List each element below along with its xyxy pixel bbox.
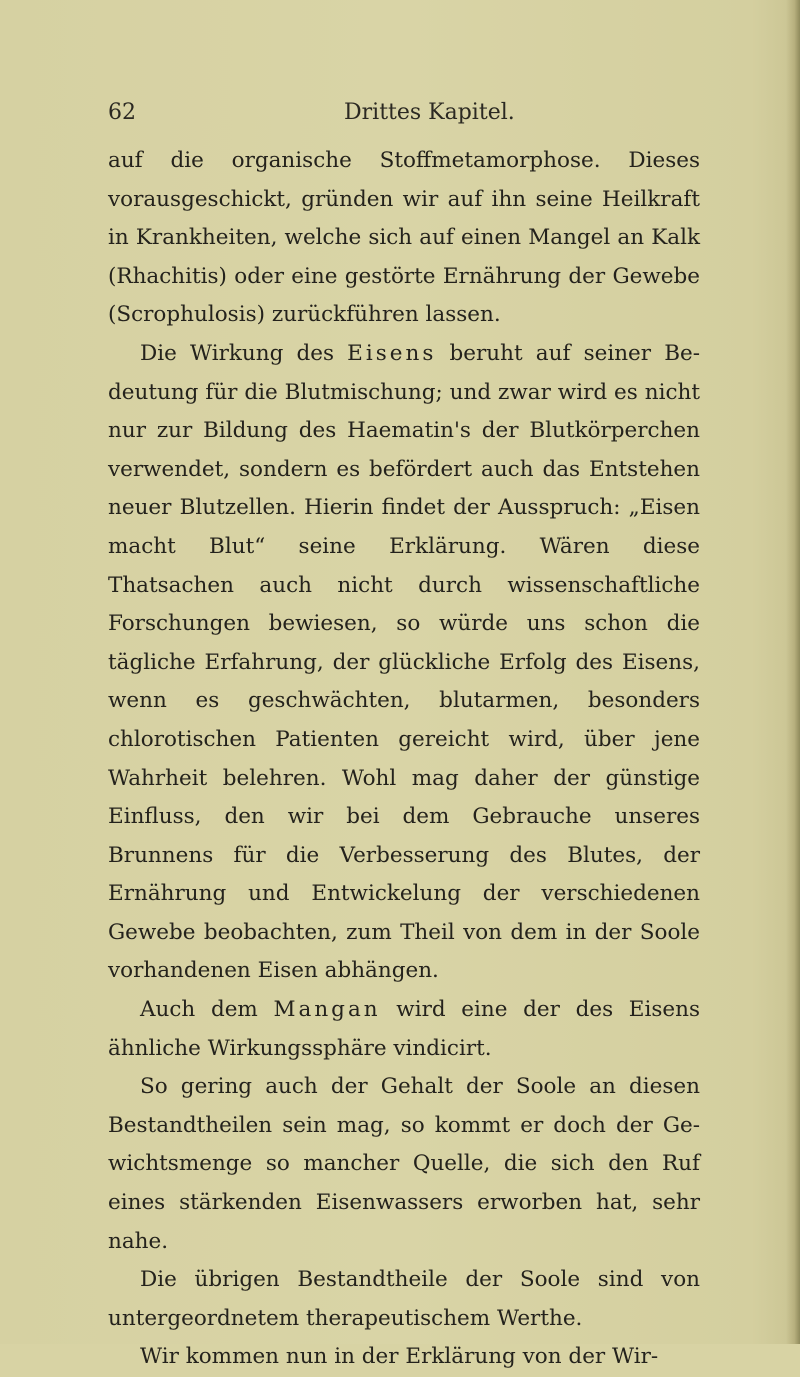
running-title: Drittes Kapitel. (344, 100, 515, 125)
paragraph-5: Die übrigen Bestandtheile der Soole sind von untergeordnetem therapeutischem Werthe. (108, 1267, 700, 1331)
emphasis-mangan: Mangan (273, 997, 381, 1023)
body-text (108, 142, 700, 1377)
paragraph-1: auf die organische Stoffmetamorphose. Dieses vorausgeschickt, gründen wir auf ihn seine Heilkraft in Krankheiten, welche sich auf einen Mangel an Kalk (Rhachitis) oder eine gestörte Ernährung der Gewebe (Scrophulosis) zurückführen lassen. (108, 148, 700, 328)
paragraph-2-post: beruht auf seiner Bedeutung für die Blutmischung; und zwar wird es nicht nur zur Bildung des Haematin's der Blutkörperchen verwendet, sondern es befördert auch das Entstehen neuer Blutzellen. Hierin findet der Ausspruch: „Eisen macht Blut“ seine Erklärung. Wären diese Thatsachen auch nicht durch wissenschaftliche Forschungen bewiesen, so würde uns schon die tägliche Erfahrung, der glückliche Erfolg des Eisens, wenn es geschwächten, blutarmen, besonders chlorotischen Patienten gereicht wird, über jene Wahrheit belehren. Wohl mag daher der günstige Einfluss, den wir bei dem Gebrauche unseres Brunnens für die Verbesserung des Blutes, der Ernährung und Entwickelung der verschiedenen Gewebe beobachten, zum Theil von dem in der Soole vorhandenen Eisen abhängen. (108, 340, 700, 984)
paragraph-3-pre: Auch dem (140, 997, 274, 1023)
page-number: 62 (108, 100, 136, 125)
paragraph-4: So gering auch der Gehalt der Soole an diesen Bestandtheilen sein mag, so kommt er doch der Gewichtsmenge so mancher Quelle, die sich den Ruf eines stärkenden Eisenwassers erworben hat, sehr nahe. (108, 1074, 700, 1254)
page-header (108, 100, 694, 134)
paragraph-3 (108, 991, 700, 1068)
paragraph-2-pre: Die Wirkung des (140, 340, 348, 366)
paragraph-2 (108, 335, 700, 991)
page-edge-shadow (786, 0, 800, 1344)
emphasis-eisens: Eisens (347, 340, 437, 366)
paragraph-6: Wir kommen nun in der Erklärung von der Wir- (140, 1344, 659, 1370)
paragraph-3-post: wird eine der des Eisens ähnliche Wirkungssphäre vindicirt. (108, 997, 700, 1061)
